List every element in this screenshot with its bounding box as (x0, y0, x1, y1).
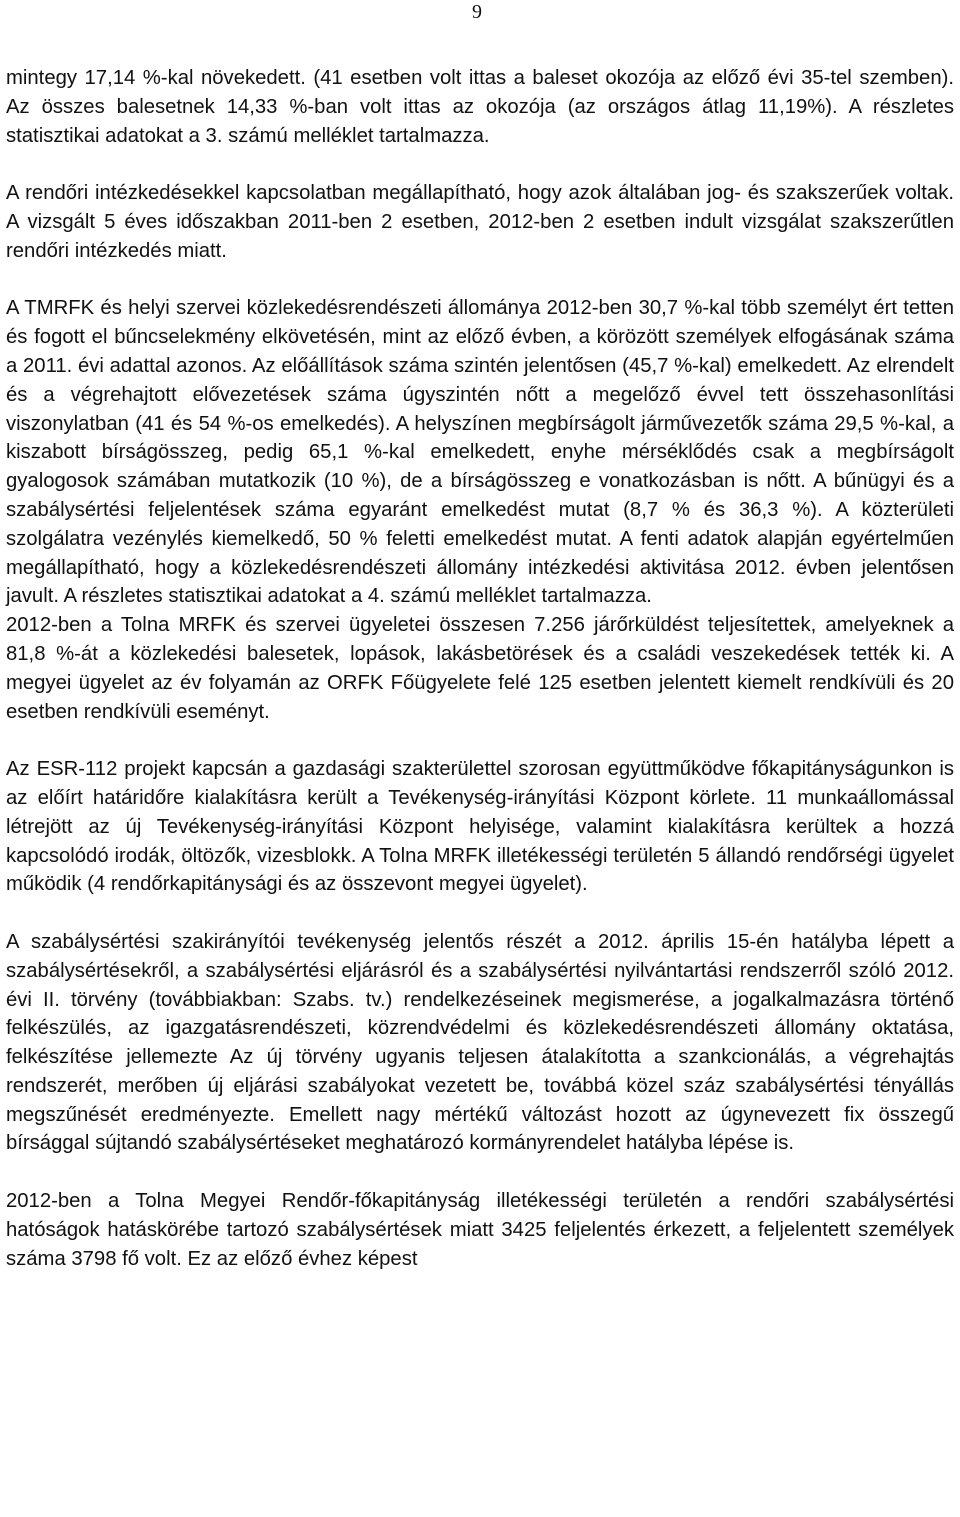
paragraph-duty-dispatches: 2012-ben a Tolna MRFK és szervei ügyeletei összesen 7.256 járőrküldést teljesítettek, amelyeknek a 81,8 %-át a közlekedési balesetek, lopások, lakásbetörések és a családi veszekedések tették ki. A megyei ügyelet az év folyamán az ORFK Főügyelete felé 125 esetben jelentett kiemelt rendkívüli és 20 esetben rendkívüli eseményt. (6, 614, 954, 723)
paragraph-traffic-accidents: mintegy 17,14 %-kal növekedett. (41 esetben volt ittas a baleset okozója az előző évi 35-tel szemben). Az összes balesetnek 14,33 %-ban volt ittas az okozója (az országos átlag 11,19%). A részletes statisztikai adatokat a 3. számú melléklet tartalmazza. (6, 67, 954, 147)
paragraph-esr-112-project: Az ESR-112 projekt kapcsán a gazdasági szakterülettel szorosan együttműködve főkapitányságunkon is az előírt határidőre kialakításra került a Tevékenység-irányítási Központ körlete. 11 munkaállomással létrejött az új Tevékenység-irányítási Központ helyisége, valamint kialakításra kerültek a hozzá kapcsolódó irodák, öltözők, vizesblokk. A Tolna MRFK illetékességi területén 5 állandó rendőrségi ügyelet működik (4 rendőrkapitánysági és az összevont megyei ügyelet). (6, 758, 954, 896)
paragraph-misdemeanor-reports: 2012-ben a Tolna Megyei Rendőr-főkapitányság illetékességi területén a rendőri szabálysértési hatóságok hatáskörébe tartozó szabálysértések miatt 3425 feljelentés érkezett, a feljelentett személyek száma 3798 fő volt. Ez az előző évhez képest (6, 1190, 954, 1270)
document-body (6, 64, 954, 1273)
page-number: 9 (472, 1, 482, 23)
paragraph-misdemeanor-law: A szabálysértési szakirányítói tevékenység jelentős részét a 2012. április 15-én hatályba lépett a szabálysértésekről, a szabálysértési eljárásról és a szabálysértési nyilvántartási rendszerről szóló 2012. évi II. törvény (továbbiakban: Szabs. tv.) rendelkezéseinek megismerése, a jogalkalmazásra történő felkészülés, az igazgatásrendészeti, közrendvédelmi és közlekedésrendészeti állomány oktatása, felkészítése jellemezte Az új törvény ugyanis teljesen átalakította a szankcionálás, a végrehajtás rendszerét, merőben új eljárási szabályokat vezetett be, továbbá közel száz szabálysértési tényállás megszűnését eredményezte. Emellett nagy mértékű változást hozott az úgynevezett fix összegű bírsággal sújtandó szabálysértéseket meghatározó kormányrendelet hatályba lépése is. (6, 930, 954, 1155)
paragraph-traffic-police-activity: A TMRFK és helyi szervei közlekedésrendészeti állománya 2012-ben 30,7 %-kal több személyt ért tetten és fogott el bűncselekmény elkövetésén, mint az előző évben, a körözött személyek elfogásának száma a 2011. évi adattal azonos. Az előállítások száma szintén jelentősen (45,7 %-kal) emelkedett. Az elrendelt és a végrehajtott elővezetések száma úgyszintén nőtt a megelőző évvel tett összehasonlítási viszonylatban (41 és 54 %-os emelkedés). A helyszínen megbírságolt járművezetők száma 29,5 %-kal, a kiszabott bírságösszeg, pedig 65,1 %-kal emelkedett, enyhe mérséklődés csak a megbírságolt gyalogosok számában mutatkozik (10 %), de a bírságösszeg e vonatkozásban is nőtt. A bűnügyi és a szabálysértési feljelentések száma egyaránt emelkedést mutat (8,7 % és 36,3 %). A közterületi szolgálatra vezénylés kiemelkedő, 50 % feletti emelkedést mutat. A fenti adatok alapján egyértelműen megállapítható, hogy a közlekedésrendészeti állomány intézkedési aktivitása 2012. évben jelentősen javult. A részletes statisztikai adatokat a 4. számú melléklet tartalmazza. (6, 297, 954, 608)
paragraph-police-measures: A rendőri intézkedésekkel kapcsolatban megállapítható, hogy azok általában jog- és szakszerűek voltak. A vizsgált 5 éves időszakban 2011-ben 2 esetben, 2012-ben 2 esetben indult vizsgálat szakszerűtlen rendőri intézkedés miatt. (6, 182, 954, 262)
